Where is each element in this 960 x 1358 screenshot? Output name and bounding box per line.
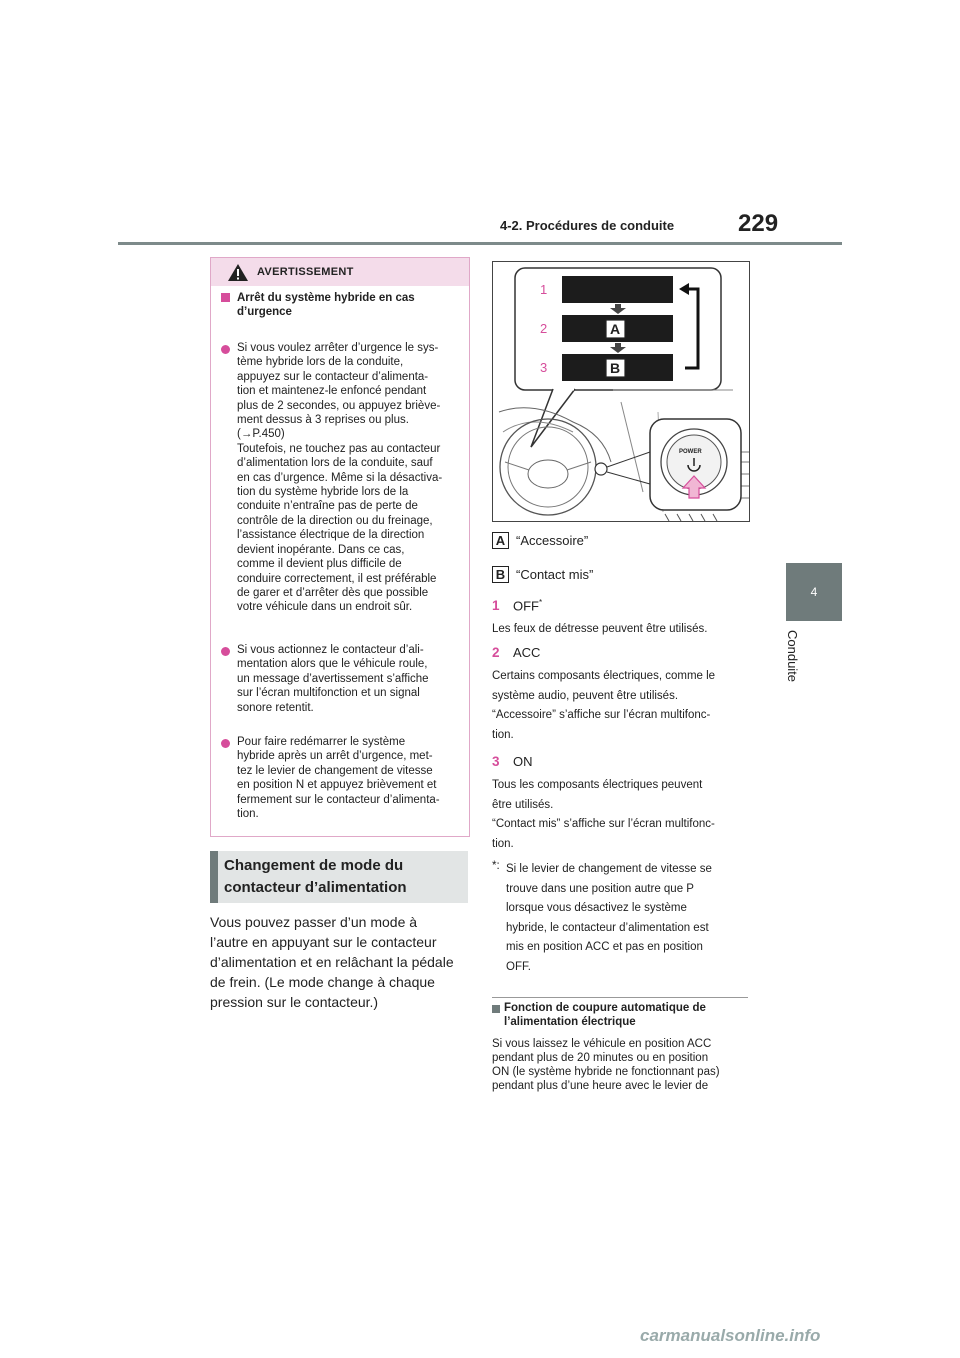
mode-label-on: ON [513,754,533,769]
section-heading: Changement de mode du contacteur d’alimentation [224,857,407,896]
figure-label-b: B [610,360,621,376]
legend-key-b: B [492,566,509,583]
warning-triangle-icon [227,263,249,282]
chapter-tab: 4 [786,563,842,621]
footnote-mark: *: [492,860,500,872]
figure-step-3: 3 [540,360,548,375]
warning-header [211,258,469,286]
footnote-marker: * [539,598,543,607]
warning-bullet-1: Si vous voulez arrêter d’urgence le sys- tème hybride lors de la conduite, appuyez sur le contacteur d’alimenta- tion et maintenez-le enfoncé pendant plus de 2 secondes, ou appuyez briève- ment dessus à 3 reprises ou plus. (→P.450) Toutefois, ne touchez pas au contacteur d’alimentation lors de la conduite, sauf en cas d’urgence. Même si la désactiva- tion du système hybride lors de la conduite n’entraîne pas de perte de contrôle de la direction ou du freinage, l’assistance électrique de la direction devient inopérante. Dans ce cas, comme il devient plus difficile de conduire correctement, il est préférable de garer et d’arrêter dès que possible votre véhicule dans un endroit sûr. [237,342,443,614]
mode-desc-acc: Certains composants électriques, comme le système audio, peuvent être utilisés. “Accessoire” s’affiche sur l’écran multifonc- tion. [492,670,716,741]
watermark: carmanualsonline.info [640,1326,821,1345]
chapter-side-label [778,628,818,698]
warning-heading: Arrêt du système hybride en cas d’urgence [237,292,415,318]
chapter-name: Conduite [785,630,800,683]
running-header-section: 4-2. Procédures de conduite [500,218,675,233]
section-divider [492,997,748,998]
bullet-icon [221,647,230,656]
figure-label-a: A [610,321,621,337]
legend-text-a: “Accessoire” [516,533,589,548]
power-switch-illustration [493,262,749,521]
legend-key-a: A [492,532,509,549]
mode-number-1: 1 [492,598,500,613]
mode-label-acc: ACC [513,645,541,660]
warning-bullet-2: Si vous actionnez le contacteur d’ali- mentation alors que le véhicule roule, un message d’avertissement s’affiche sur l’écran multifonction et un signal sonore retentit. [237,644,429,714]
warning-bullet-3: Pour faire redémarrer le système hybride après un arrêt d’urgence, met- tez le levier de changement de vitesse en position N et appuyez brièvement et fermement sur le contacteur d’alimenta- tion. [237,736,440,821]
warning-box [210,257,470,837]
footnote-text: Si le levier de changement de vitesse se trouve dans une position autre que P lorsque vous désactivez le système hybride, le contacteur d’alimentation est mis en position ACC et pas en position OFF. [506,863,712,973]
mode-label-text: OFF [513,598,539,614]
auto-off-heading: Fonction de coupure automatique de l’alimentation électrique [504,1002,706,1028]
legend-text-b: “Contact mis” [516,567,594,582]
bullet-icon [221,739,230,748]
square-bullet-icon [221,293,230,302]
bullet-icon [221,345,230,354]
auto-off-text: Si vous laissez le véhicule en position ACC pendant plus de 20 minutes ou en position ON (le système hybride ne fonctionnant pas) pendant plus d’une heure avec le levier de [492,1038,720,1092]
mode-number-2: 2 [492,645,500,660]
mode-desc-on: Tous les composants électriques peuvent être utilisés. “Contact mis” s’affiche sur l’écran multifonc- tion. [492,779,715,850]
mode-number-3: 3 [492,754,500,769]
section-heading-accent [210,851,218,903]
mode-desc-off: Les feux de détresse peuvent être utilisés. [492,623,708,635]
header-rule [118,242,842,245]
power-switch-figure [492,261,750,522]
section-intro: Vous pouvez passer d’un mode à l’autre en appuyant sur le contacteur d’alimentation et en relâchant la pédale de frein. (Le mode change à chaque pression sur le contacteur.) [210,914,454,1010]
square-bullet-icon [492,1005,500,1013]
figure-step-1: 1 [540,282,548,297]
page-number: 229 [738,210,779,237]
warning-title: AVERTISSEMENT [257,266,354,278]
mode-label-off [513,598,542,613]
power-button-label: POWER [679,449,702,455]
figure-step-2: 2 [540,321,548,336]
